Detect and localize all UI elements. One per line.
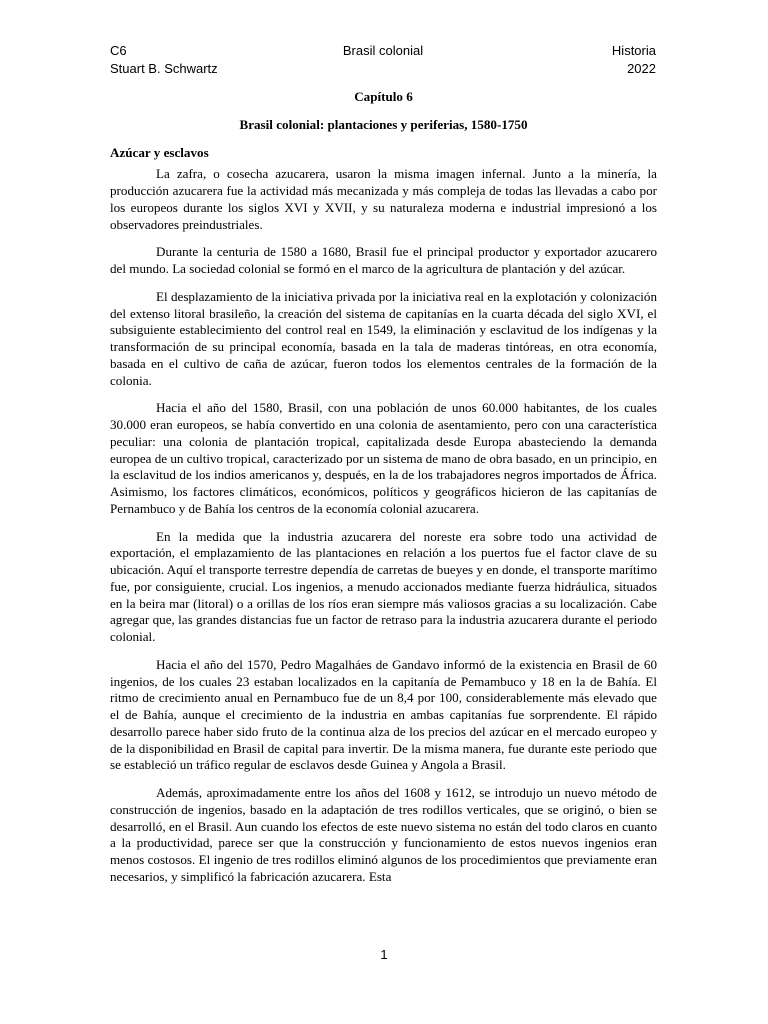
paragraph: En la medida que la industria azucarera del noreste era sobre todo una actividad de exportación, el emplazamiento de las plantaciones en relación a los puertos fue el factor clave de su ubicación. Aquí el transporte terrestre dependía de carretas de bueyes y en donde, el transporte marítimo fue, por consiguiente, crucial. Los ingenios, a menudo accionados mediante fuerza hidráulica, situados en la beira mar (litoral) o a orillas de los ríos eran siempre más valiosos gracias a su localización. Cabe agregar que, las grandes distancias fue un factor de retraso para la industria azucarera durante el periodo colonial.	[110, 528, 657, 644]
paragraph: La zafra, o cosecha azucarera, usaron la misma imagen infernal. Junto a la minería, la producción azucarera fue la actividad más mecanizada y más compleja de todas las llevadas a cabo por los europeos durante los siglos XVI y XVII, y su naturaleza moderna e industrial impresionó a los observadores preindustriales.	[110, 166, 657, 232]
page-header-row-2	[110, 60, 656, 78]
paragraph: El desplazamiento de la iniciativa privada por la iniciativa real en la explotación y colonización del extenso litoral brasileño, la creación del sistema de capitanías en la cuarta década del siglo XVI, el subsiguiente establecimiento del control real en 1549, la eliminación y esclavitud de los indígenas y la transformación de su principal economía, basada en la tala de maderas tintóreas, en otra economía, basada en el cultivo de caña de azúcar, fueron todos los elementos centrales de la formación de la colonia.	[110, 288, 657, 388]
paragraph: Además, aproximadamente entre los años del 1608 y 1612, se introdujo un nuevo método de construcción de ingenios, basado en la adaptación de tres rodillos verticales, que se originó, o bien se desarrolló, en el Brasil. Aun cuando los efectos de este nuevo sistema no están del todo claros en cuanto a la productividad, parece ser que la construcción y funcionamiento de estos nuevos ingenios eran menos costosos. El ingenio de tres rodillos eliminó algunos de los procedimientos que previamente eran necesarios, y simplificó la fabricación azucarera. Esta	[110, 785, 657, 884]
chapter-title: Brasil colonial: plantaciones y periferias, 1580-1750	[239, 116, 528, 132]
page-header-row-1	[110, 42, 656, 60]
document-body	[110, 89, 657, 897]
paragraph: Hacia el año del 1580, Brasil, con una población de unos 60.000 habitantes, de los cuales 30.000 eran europeos, se había convertido en una colonia de asentamiento, pero con una característica peculiar: una colonia de plantación tropical, capitalizada desde Europa abasteciendo la demanda europea de un cultivo tropical, caracterizado por un sistema de mano de obra basado, en un principio, en la esclavitud de los indios americanos y, después, en la de los trabajadores negros importados de África. Asimismo, los factores climáticos, económicos, políticos y geográficos hicieron de las capitanías de Pernambuco y de Bahía los centros de la economía colonial azucarera.	[110, 400, 657, 516]
header-subject: Historia	[611, 43, 656, 58]
paragraph: Durante la centuria de 1580 a 1680, Brasil fue el principal productor y exportador azucarero del mundo. La sociedad colonial se formó en el marco de la agricultura de plantación y del azúcar.	[110, 244, 657, 276]
header-code: C6	[110, 43, 127, 58]
header-year: 2022	[627, 61, 656, 76]
section-heading: Azúcar y esclavos	[110, 144, 209, 160]
header-author: Stuart B. Schwartz	[110, 61, 218, 76]
page-number: 1	[380, 947, 388, 962]
header-title: Brasil colonial	[342, 43, 424, 58]
chapter-heading: Capítulo 6	[354, 89, 413, 104]
paragraph: Hacia el año del 1570, Pedro Magalháes de Gandavo informó de la existencia en Brasil de 60 ingenios, de los cuales 23 estaban localizados en la capitanía de Pemambuco y 18 en la de Bahía. El ritmo de crecimiento anual en Pernambuco fue de un 8,4 por 100, considerablemente más elevado que el de Bahía, aunque el crecimiento de la industria en ambas capitanías fue sorprendente. El rápido desarrollo parece haber sido fruto de la continua alza de los precios del azúcar en el mercado europeo y de la disponibilidad en Brasil de capital para invertir. De la misma manera, fue durante este periodo que se estableció un tráfico regular de esclavos desde Guinea y Angola a Brasil.	[110, 656, 657, 773]
